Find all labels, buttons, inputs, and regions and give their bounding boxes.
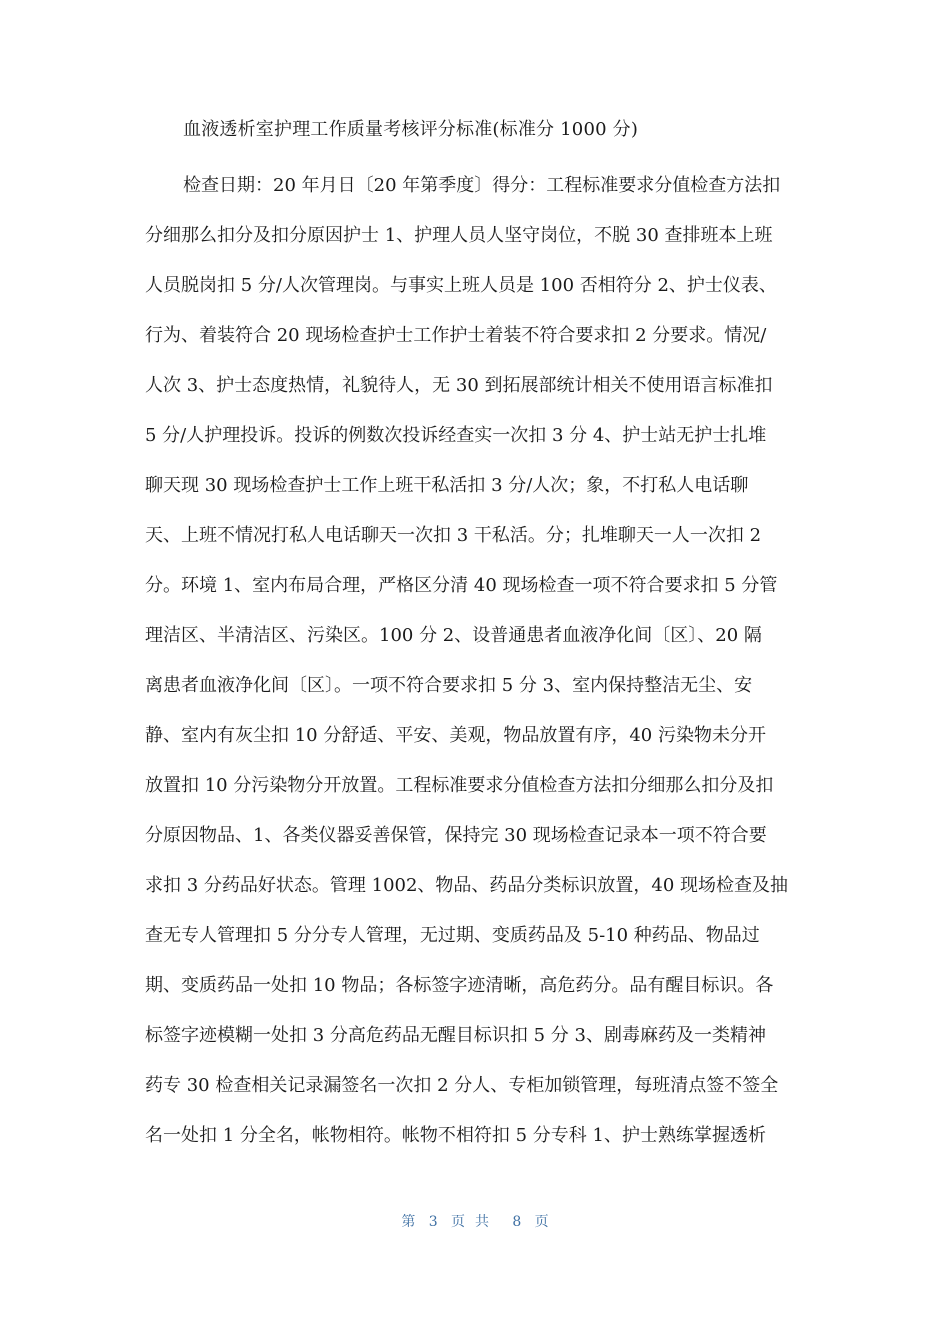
body-line: 理洁区、半清洁区、污染区。100 分 2、设普通患者血液净化间〔区〕、20 隔 <box>145 625 762 646</box>
body-line: 行为、着装符合 20 现场检查护士工作护士着装不符合要求扣 2 分要求。情况/ <box>145 325 767 346</box>
document-body <box>145 161 805 1161</box>
page-label-prefix: 第 <box>401 1214 416 1230</box>
body-line: 分原因物品、1、各类仪器妥善保管，保持完 30 现场检查记录本一项不符合要 <box>145 825 767 846</box>
body-line: 查无专人管理扣 5 分分专人管理，无过期、变质药品及 5-10 种药品、物品过 <box>145 925 760 946</box>
body-line: 期、变质药品一处扣 10 物品；各标签字迹清晰，高危药分。品有醒目标识。各 <box>145 975 774 996</box>
body-line: 离患者血液净化间〔区〕。一项不符合要求扣 5 分 3、室内保持整洁无尘、安 <box>145 675 753 696</box>
current-page-number: 3 <box>428 1214 438 1230</box>
body-line: 分。环境 1、室内布局合理，严格区分清 40 现场检查一项不符合要求扣 5 分管 <box>145 575 778 596</box>
body-line: 聊天现 30 现场检查护士工作上班干私活扣 3 分/人次；象，不打私人电话聊 <box>145 475 749 496</box>
page-footer <box>0 1212 950 1232</box>
body-line: 标签字迹模糊一处扣 3 分高危药品无醒目标识扣 5 分 3、剧毒麻药及一类精神 <box>145 1025 766 1046</box>
body-line: 检查日期：20 年月日〔20 年第季度〕得分：工程标准要求分值检查方法扣 <box>183 175 781 196</box>
body-line: 放置扣 10 分污染物分开放置。工程标准要求分值检查方法扣分细那么扣分及扣 <box>145 775 774 796</box>
body-line: 人次 3、护士态度热情，礼貌待人，无 30 到拓展部统计相关不使用语言标准扣 <box>145 375 773 396</box>
document-title: 血液透析室护理工作质量考核评分标准(标准分 1000 分) <box>183 119 639 140</box>
body-line: 天、上班不情况打私人电话聊天一次扣 3 干私活。分；扎堆聊天一人一次扣 2 <box>145 525 762 546</box>
page-label-suffix: 页 <box>534 1214 549 1230</box>
body-line: 人员脱岗扣 5 分/人次管理岗。与事实上班人员是 100 否相符分 2、护士仪表、 <box>145 275 777 296</box>
body-line: 求扣 3 分药品好状态。管理 1002、物品、药品分类标识放置，40 现场检查及抽 <box>145 875 789 896</box>
body-line: 药专 30 检查相关记录漏签名一次扣 2 分人、专柜加锁管理，每班清点签不签全 <box>145 1075 779 1096</box>
page-label-mid: 页共 <box>451 1214 499 1230</box>
total-pages-number: 8 <box>512 1214 522 1230</box>
body-line: 分细那么扣分及扣分原因护士 1、护理人员人坚守岗位，不脱 30 查排班本上班 <box>145 225 773 246</box>
body-line: 5 分/人护理投诉。投诉的例数次投诉经查实一次扣 3 分 4、护士站无护士扎堆 <box>145 425 767 446</box>
body-line: 静、室内有灰尘扣 10 分舒适、平安、美观，物品放置有序，40 污染物未分开 <box>145 725 766 746</box>
body-line: 名一处扣 1 分全名，帐物相符。帐物不相符扣 5 分专科 1、护士熟练掌握透析 <box>145 1125 766 1146</box>
